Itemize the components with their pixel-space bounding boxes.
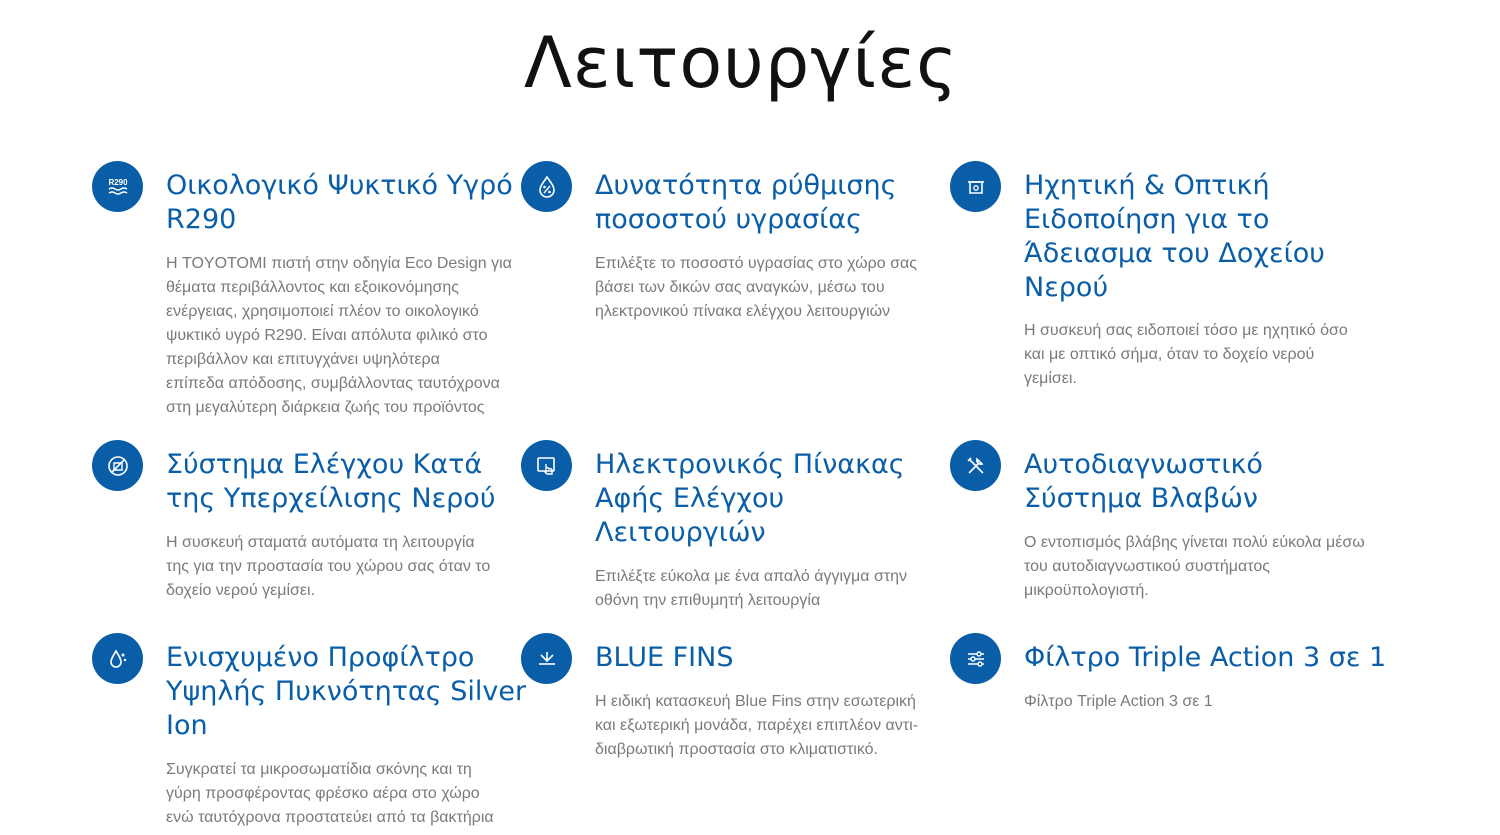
feature-description: Επιλέξτε το ποσοστό υγρασίας στο χώρο σας βάσει των δικών σας αναγκών, μέσω του ηλεκτρονικού πίνακα ελέγχου λειτουργιών [595, 255, 917, 320]
feature-self-diagnosis [950, 440, 1390, 610]
feature-title: BLUE FINS [595, 642, 734, 673]
feature-title: Δυνατότητα ρύθμισης ποσοστού υγρασίας [595, 170, 897, 235]
filter-sliders-icon [950, 633, 1001, 684]
feature-description: Η TOYOTOMI πιστή στην οδηγία Eco Design για θέματα περιβάλλοντος και εξοικονόμησης ενέργειας, χρησιμοποιεί πλέον το οικολογικό ψυκτικό υγρό R290. Είναι απόλυτα φιλικό στο περιβάλλον και επιτυγχάνει υψηλότερα επίπεδα απόδοσης, συμβάλλοντας ταυτόχρονα στη μεγαλύτερη διάρκεια ζωής του προϊόντος [166, 255, 512, 416]
feature-description: Η ειδική κατασκευή Blue Fins στην εσωτερική και εξωτερική μονάδα, παρέχει επιπλέον αντι- διαβρωτική προστασία στο κλιματιστικό. [595, 693, 919, 758]
feature-title: Σύστημα Ελέγχου Κατά της Υπερχείλισης Νερού [166, 449, 496, 514]
feature-silver-ion-filter [92, 633, 532, 833]
feature-description: Επιλέξτε εύκολα με ένα απαλό άγγιγμα στην οθόνη την επιθυμητή λειτουργία [595, 568, 908, 609]
feature-title: Ηχητική & Οπτική Ειδοποίηση για το Άδειασμα του Δοχείου Νερού [1024, 170, 1325, 303]
feature-r290 [92, 161, 532, 421]
blue-fins-icon [521, 633, 572, 684]
tools-icon [950, 440, 1001, 491]
humidity-percent-icon [521, 161, 572, 212]
water-tank-icon [950, 161, 1001, 212]
feature-title: Ενισχυμένο Προφίλτρο Υψηλής Πυκνότητας Silver Ion [166, 642, 527, 741]
feature-title: Οικολογικό Ψυκτικό Υγρό R290 [166, 170, 513, 235]
feature-blue-fins [521, 633, 961, 773]
feature-description: Συγκρατεί τα μικροσωματίδια σκόνης και τη γύρη προσφέροντας φρέσκο αέρα στο χώρο ενώ ταυτόχρονα προστατεύει από τα βακτήρια [166, 761, 494, 826]
feature-description: Φίλτρο Triple Action 3 σε 1 [1024, 693, 1213, 710]
feature-triple-action-filter [950, 633, 1400, 733]
feature-description: Ο εντοπισμός βλάβης γίνεται πολύ εύκολα μέσω του αυτοδιαγνωστικού συστήματος μικροϋπολογιστή. [1024, 534, 1365, 599]
feature-title: Αυτοδιαγνωστικό Σύστημα Βλαβών [1024, 449, 1263, 514]
feature-title: Ηλεκτρονικός Πίνακας Αφής Ελέγχου Λειτουργιών [595, 449, 905, 548]
page-title: Λειτουργίες [523, 22, 959, 104]
svg-text:R290: R290 [107, 177, 128, 187]
feature-humidity-control [521, 161, 941, 331]
feature-description: Η συσκευή σταματά αυτόματα τη λειτουργία της για την προστασία του χώρου σας όταν το δοχείο νερού γεμίσει. [166, 534, 491, 599]
touch-panel-icon [521, 440, 572, 491]
r290-icon [92, 161, 143, 212]
feature-touch-panel [521, 440, 941, 620]
feature-description: Η συσκευή σας ειδοποιεί τόσο με ηχητικό όσο και με οπτικό σήμα, όταν το δοχείο νερού γεμίσει. [1024, 322, 1348, 387]
silver-ion-filter-icon [92, 633, 143, 684]
feature-title: Φίλτρο Triple Action 3 σε 1 [1024, 642, 1387, 673]
feature-tank-notification [950, 161, 1390, 401]
feature-overflow-control [92, 440, 532, 610]
overflow-stop-icon [92, 440, 143, 491]
